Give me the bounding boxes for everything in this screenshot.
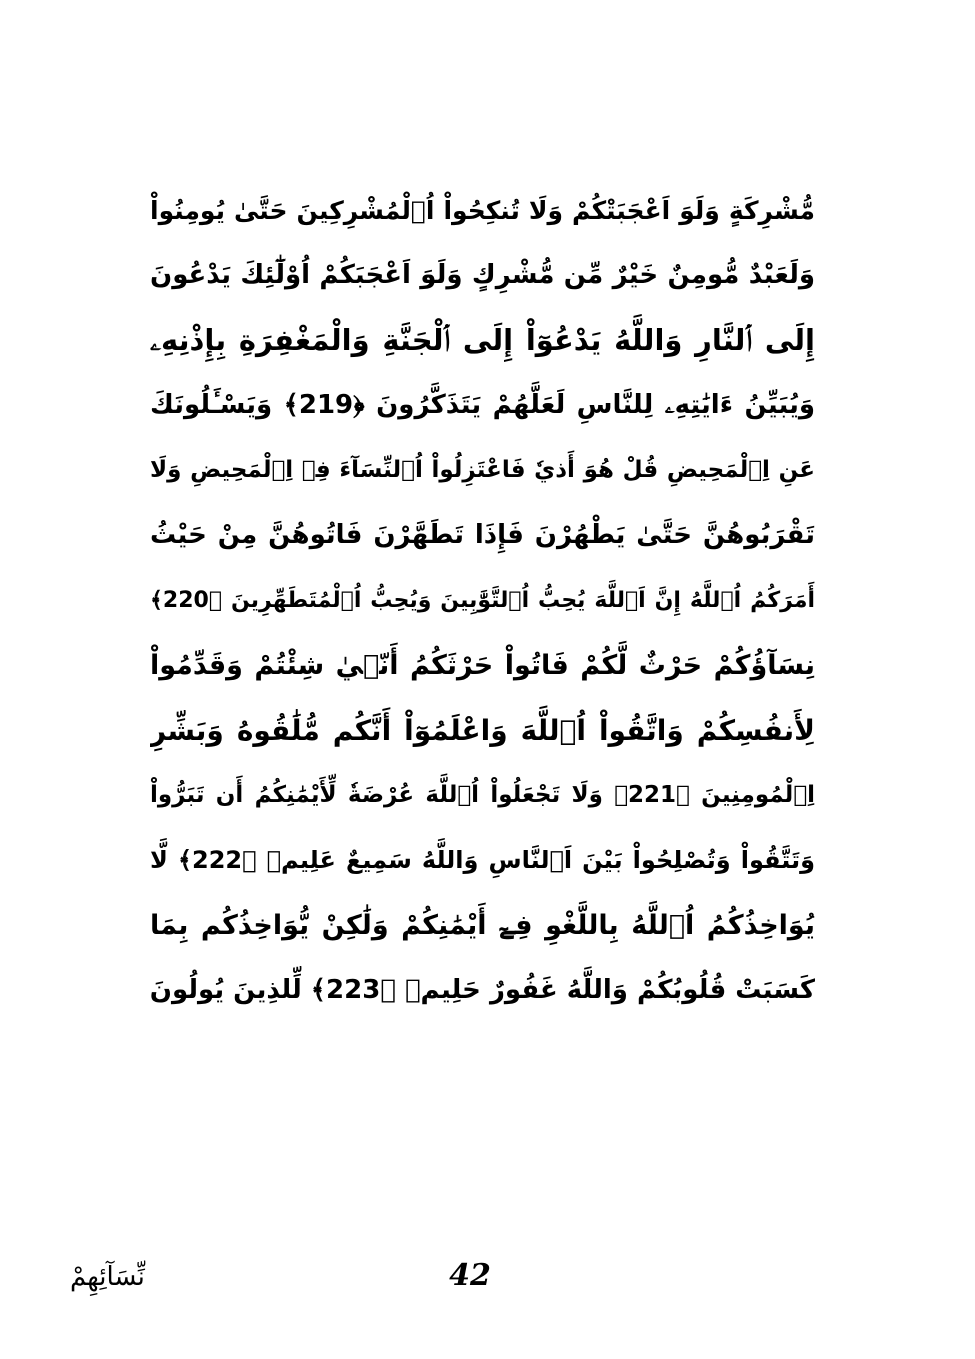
verse-line: لِأَنفُسِكُمْ وَاتَّقُواْ اُ۬للَّهَ وَاعْلَمُوٓاْ أَنَّكُم مُّلَٰقُوهُ وَبَشِّرِ [150, 714, 815, 747]
verse-line: تَقْرَبُوهُنَّ حَتَّىٰ يَطْهُرْنَ فَإِذَا تَطَهَّرْنَ فَاتُوهُنَّ مِنْ حَيْثُ [150, 520, 815, 550]
verse-line: عَنِ اِ۬لْمَحِيضِ قُلْ هُوَ أَذيٗ فَاعْتَزِلُواْ اُ۬لنِّسَآءَ فِے اِ۬لْمَحِيضِ وَلَا [150, 457, 815, 483]
verse-line: نِسَآؤُكُمْ حَرْثٌ لَّكُمْ فَاتُواْ حَرْثَكُمُ أَنّ۪يٰ شِئْتُمْ وَقَدِّمُواْ [150, 650, 815, 681]
verse-line: اِ۬لْمُومِنِينَ ﴿221﴾ وَلَا تَجْعَلُواْ اُ۬للَّهَ عُرْضَةٗ لِّأَيْمَٰنِكُمُ أَن تَبَرُّواْ [150, 782, 815, 808]
verse-text-block [150, 178, 815, 1023]
verse-line: كَسَبَتْ قُلُوبُكُمْ وَاللَّهُ غَفُورٌ حَلِيمٞ ﴿223﴾ لِّلذِينَ يُولُونَ [150, 975, 815, 1005]
verse-line: وَيُبَيِّنُ ءَايَٰتِهِۦ لِلنَّاسِ لَعَلَّهُمْ يَتَذَكَّرُونَ ﴿219﴾ وَيَسْـَٔلُونَكَ [150, 390, 815, 420]
verse-line: مُّشْرِكَةٍ وَلَوَ اَعْجَبَتْكُمْ وَلَا تُنكِحُواْ اُ۬لْمُشْرِكِينَ حَتَّىٰ يُومِنُواْ [150, 196, 815, 225]
verse-line: وَلَعَبْدٌ مُّومِنٌ خَيْرٌ مِّن مُّشْرِكٍ وَلَوَ اَعْجَبَكُمْ اُوْلَٰٓئِكَ يَدْعُونَ [150, 260, 815, 290]
verse-line: وَتَتَّقُواْ وَتُصْلِحُواْ بَيْنَ اَ۬لنَّاسِ وَاللَّهُ سَمِيعٌ عَلِيمٞ ﴿222﴾ لَّا [150, 846, 815, 874]
verse-line: إِلَى اَ۬لنَّارِ وَاللَّهُ يَدْعُوٓاْ إِلَى اَ۬لْجَنَّةِ وَالْمَغْفِرَةِ بِإِذْنِهِۦ [150, 323, 815, 357]
catchword: نِّسَآئِهِمْ [70, 1262, 145, 1292]
verse-line: أَمَرَكُمُ اُ۬للَّهُ إِنَّ اَ۬للَّهَ يُحِبُّ اُ۬لتَّوَّٰبِينَ وَيُحِبُّ اُ۬لْمُتَطَهِّرِينَ ﴿220﴾ [150, 588, 815, 613]
page-number: 42 [449, 1258, 491, 1293]
verse-line: يُوَاخِذُكُمُ اُ۬للَّهُ بِاللَّغْوِ فِےٓ أَيْمَٰنِكُمْ وَلَٰكِنْ يُّوَاخِذُكُم بِمَا [150, 910, 815, 941]
